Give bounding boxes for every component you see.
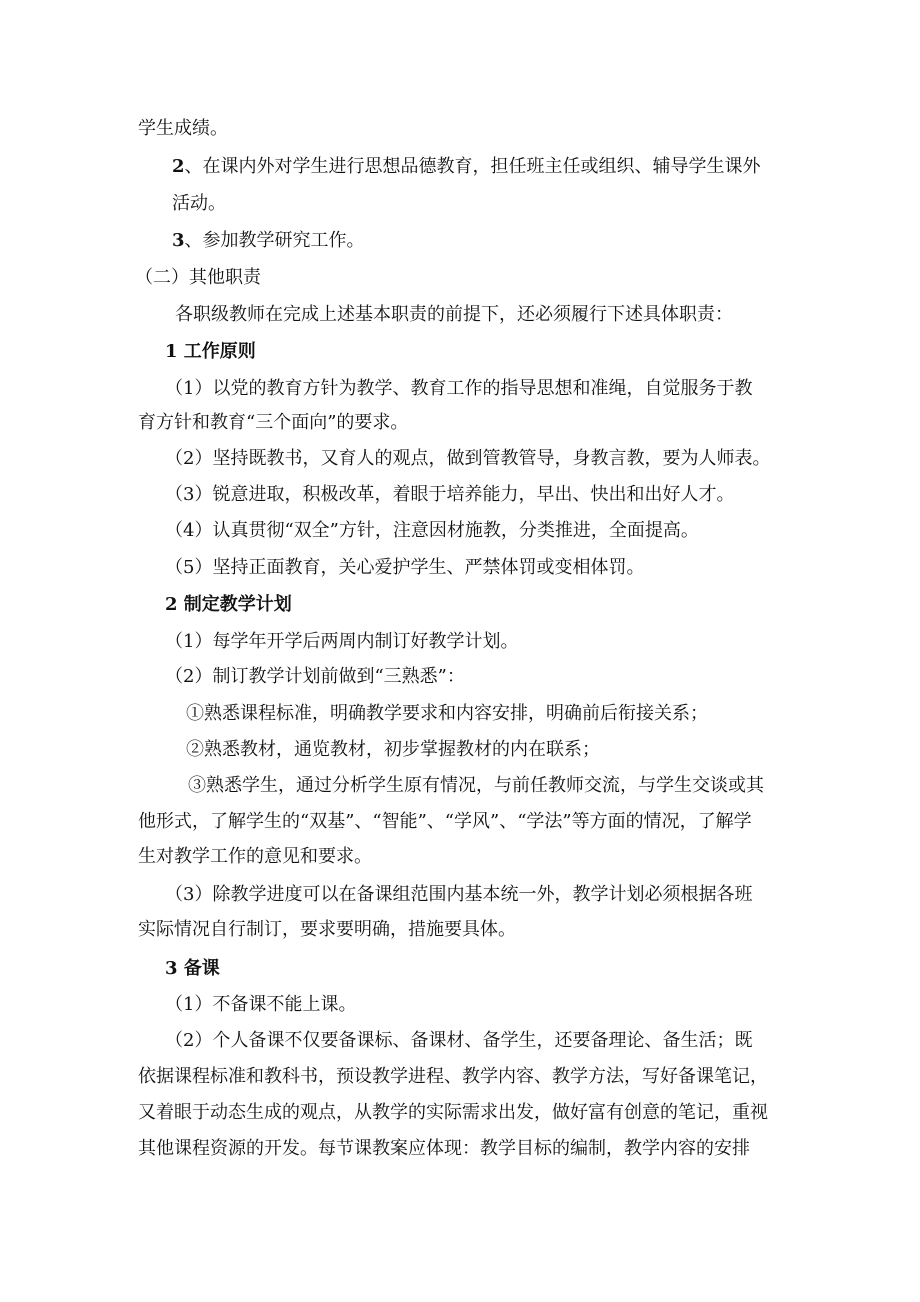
text-line: 活动。 bbox=[172, 193, 226, 214]
paragraph-line: 又着眼于动态生成的观点，从教学的实际需求出发，做好富有创意的笔记，重视 bbox=[138, 1102, 768, 1123]
numbered-item bbox=[0, 155, 920, 179]
paragraph-line: （5）坚持正面教育，关心爱护学生、严禁体罚或变相体罚。 bbox=[165, 557, 645, 578]
paragraph-line: （3）锐意进取，积极改革，着眼于培养能力，早出、快出和出好人才。 bbox=[165, 484, 735, 505]
paragraph-line: ①熟悉课程标准，明确教学要求和内容安排，明确前后衔接关系； bbox=[186, 703, 708, 724]
paragraph-line: （1）以党的教育方针为教学、教育工作的指导思想和准绳，自觉服务于教 bbox=[165, 378, 753, 399]
section-heading: （二）其他职责 bbox=[135, 267, 261, 288]
paragraph-line: （2）坚持既教书，又育人的观点，做到管教管导，身教言教，要为人师表。 bbox=[165, 448, 771, 469]
paragraph-line: （4）认真贯彻“双全”方针，注意因材施教，分类推进，全面提高。 bbox=[165, 520, 699, 541]
paragraph-line: 实际情况自行制订，要求要明确，措施要具体。 bbox=[138, 919, 516, 940]
subsection-heading: 1 工作原则 bbox=[165, 341, 256, 362]
numbered-item bbox=[0, 229, 920, 253]
paragraph-line: （3）除教学进度可以在备课组范围内基本统一外，教学计划必须根据各班 bbox=[165, 884, 753, 905]
item-number: 2 bbox=[172, 156, 185, 177]
paragraph-line: 各职级教师在完成上述基本职责的前提下，还必须履行下述具体职责： bbox=[175, 304, 733, 325]
paragraph-line: 他形式，了解学生的“双基”、“智能”、“学风”、“学法”等方面的情况，了解学 bbox=[138, 811, 752, 832]
subsection-heading: 2 制定教学计划 bbox=[165, 594, 292, 615]
text-line: 学生成绩。 bbox=[138, 118, 228, 139]
paragraph-line: （2）个人备课不仅要备课标、备课材、备学生，还要备理论、备生活；既 bbox=[165, 1030, 753, 1051]
paragraph-line: 生对教学工作的意见和要求。 bbox=[138, 846, 372, 867]
subsection-heading: 3 备课 bbox=[165, 958, 220, 979]
paragraph-line: ②熟悉教材，通览教材，初步掌握教材的内在联系； bbox=[186, 739, 600, 760]
paragraph-line: ③熟悉学生，通过分析学生原有情况，与前任教师交流，与学生交谈或其 bbox=[188, 775, 764, 796]
item-number: 3 bbox=[172, 230, 185, 251]
paragraph-line: （2）制订教学计划前做到“三熟悉”： bbox=[165, 666, 465, 687]
paragraph-line: 其他课程资源的开发。每节课教案应体现：教学目标的编制，教学内容的安排 bbox=[138, 1138, 750, 1159]
item-text: 、在课内外对学生进行思想品德教育，担任班主任或组织、辅导学生课外 bbox=[184, 156, 761, 177]
item-text: 、参加教学研究工作。 bbox=[184, 230, 365, 251]
paragraph-line: 依据课程标准和教科书，预设教学进程、教学内容、教学方法，写好备课笔记， bbox=[138, 1066, 768, 1087]
paragraph-line: （1）每学年开学后两周内制订好教学计划。 bbox=[165, 631, 519, 652]
paragraph-line: （1）不备课不能上课。 bbox=[165, 994, 357, 1015]
paragraph-line: 育方针和教育“三个面向”的要求。 bbox=[138, 412, 409, 433]
